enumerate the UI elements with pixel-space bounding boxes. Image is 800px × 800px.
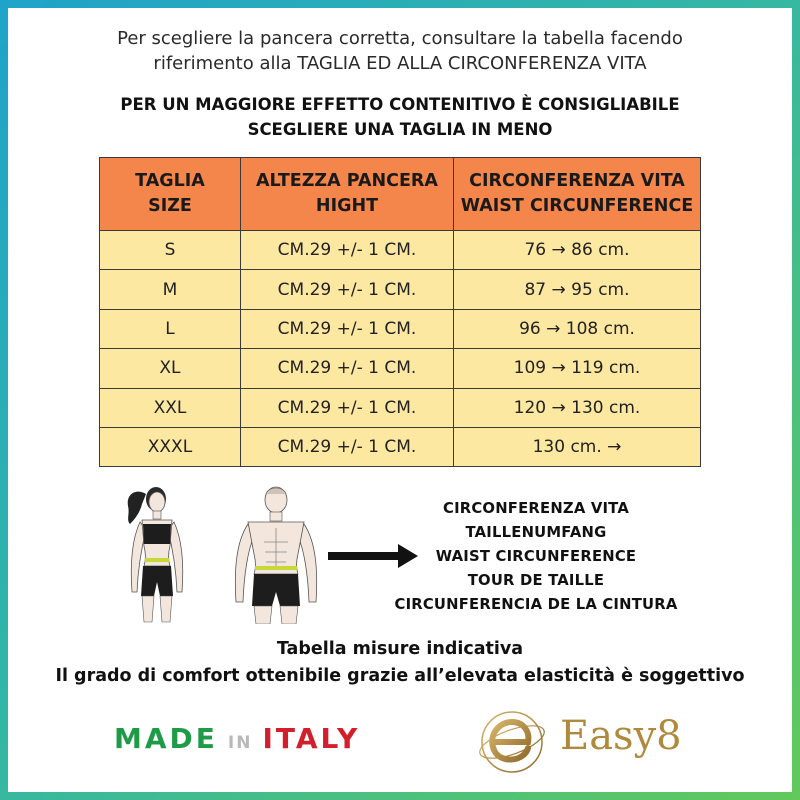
cell-waist: 87 → 95 cm. [454,270,701,309]
waist-circumference-labels [390,497,682,617]
cell-waist: 76 → 86 cm. [454,231,701,270]
cell-waist: 130 cm. → [454,427,701,466]
header-size [100,158,241,231]
header-size-line-1: TAGLIA [135,171,205,191]
advice-line-2: SCEGLIERE UNA TAGLIA IN MENO [247,120,553,139]
header-waist-line-2: WAIST CIRCUNFERENCE [460,196,694,216]
cell-size: L [100,309,241,348]
made-in-italy-badge [114,722,360,755]
table-row [100,388,701,427]
cell-height: CM.29 +/- 1 CM. [240,388,453,427]
header-height-line-2: HIGHT [315,196,379,216]
intro-line-1: Per scegliere la pancera corretta, consultare la tabella facendo [117,28,683,49]
cell-height: CM.29 +/- 1 CM. [240,309,453,348]
header-size-line-2: SIZE [148,196,192,216]
brand-name: Easy8 [560,713,682,759]
cell-size: S [100,231,241,270]
intro-text [0,26,800,76]
woman-figure [128,487,183,622]
man-figure [235,487,316,624]
table-row [100,427,701,466]
cell-waist: 120 → 130 cm. [454,388,701,427]
label-italian: CIRCONFERENZA VITA [443,500,629,517]
header-waist-line-1: CIRCONFERENZA VITA [469,171,685,191]
intro-line-2: riferimento alla TAGLIA ED ALLA CIRCONFERENZA VITA [153,53,647,74]
cell-waist: 96 → 108 cm. [454,309,701,348]
label-french: TOUR DE TAILLE [467,572,605,589]
note-line-1: Tabella misure indicativa [276,639,524,659]
cell-size: XXL [100,388,241,427]
table-row [100,309,701,348]
body-figures-illustration [118,484,332,624]
cell-height: CM.29 +/- 1 CM. [240,270,453,309]
cell-height: CM.29 +/- 1 CM. [240,349,453,388]
cell-size: XL [100,349,241,388]
table-row [100,231,701,270]
disclaimer-note [0,636,800,690]
label-german: TAILLENUMFANG [465,524,607,541]
italy-word: ITALY [262,722,361,755]
cell-height: CM.29 +/- 1 CM. [240,427,453,466]
cell-waist: 109 → 119 cm. [454,349,701,388]
advice-line-1: PER UN MAGGIORE EFFETTO CONTENITIVO È CONSIGLIABILE [120,95,680,114]
label-spanish: CIRCUNFERENCIA DE LA CINTURA [394,596,678,613]
size-table [99,157,701,467]
header-height [240,158,453,231]
table-row [100,270,701,309]
note-line-2: Il grado di comfort ottenibile grazie all’elevata elasticità è soggettivo [55,666,745,686]
header-height-line-1: ALTEZZA PANCERA [256,171,438,191]
cell-height: CM.29 +/- 1 CM. [240,231,453,270]
made-word: MADE [114,722,218,755]
cell-size: XXXL [100,427,241,466]
in-word: IN [227,733,253,753]
cell-size: M [100,270,241,309]
header-waist [454,158,701,231]
label-english: WAIST CIRCUNFERENCE [435,548,637,565]
table-header-row [100,158,701,231]
table-row [100,349,701,388]
advice-text [0,92,800,142]
